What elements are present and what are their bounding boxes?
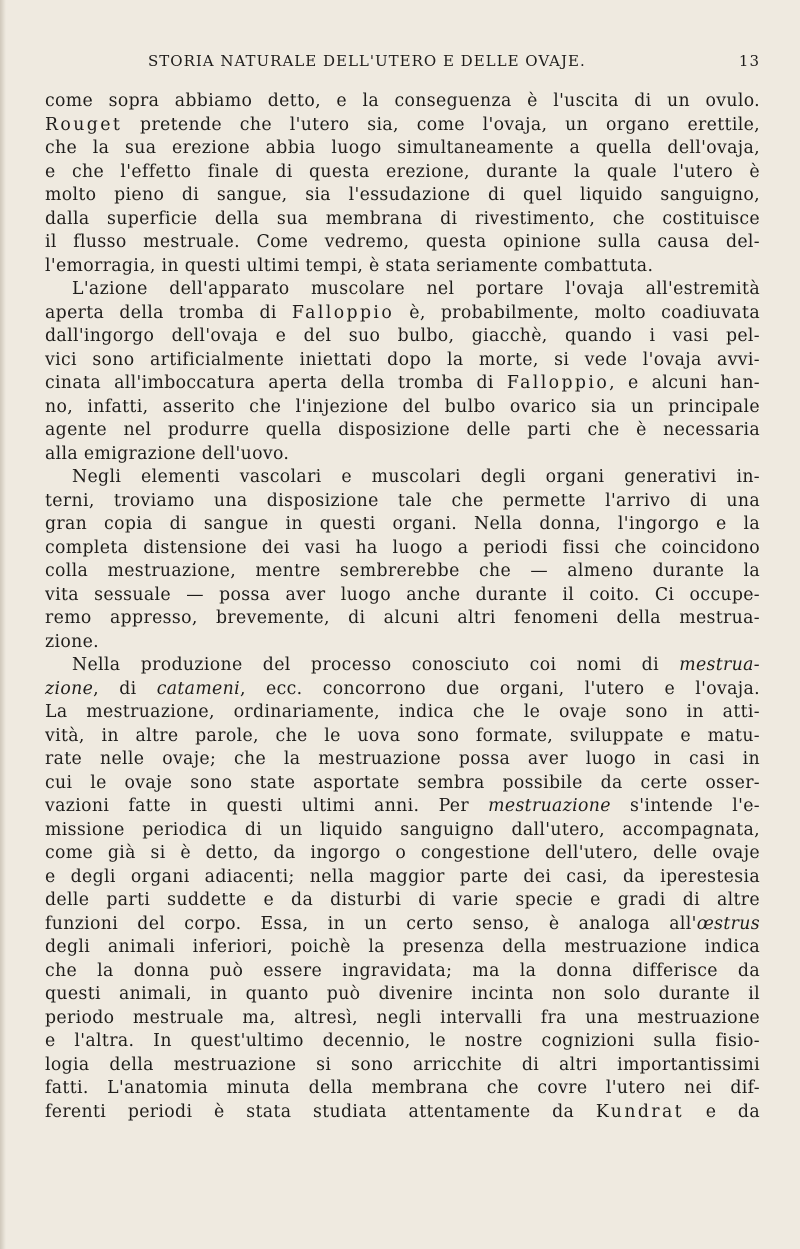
text-line: cui le ovaje sono state asportate sembra possibile da certe osser-	[45, 772, 760, 793]
text-line: cinata all'imboccatura aperta della tromba di Falloppio, e alcuni han-	[45, 373, 760, 393]
text-line: zione, di catameni, ecc. concorrono due organi, l'utero e l'ovaja.	[45, 678, 760, 699]
text-line: missione periodica di un liquido sanguigno dall'utero, accompagnata,	[45, 819, 760, 840]
text-line: funzioni del corpo. Essa, in un certo senso, è analoga all'œstrus	[45, 913, 760, 934]
text-line: delle parti suddette e da disturbi di varie specie e gradi di altre	[45, 890, 760, 910]
text-line: fatti. L'anatomia minuta della membrana che covre l'utero nei dif-	[45, 1078, 760, 1098]
text-line: Rouget pretende che l'utero sia, come l'ovaja, un organo erettile,	[45, 114, 760, 135]
text-line: che la donna può essere ingravidata; ma la donna differisce da	[45, 960, 760, 981]
text-line: e l'altra. In quest'ultimo decennio, le nostre cognizioni sulla fisio-	[45, 1031, 760, 1051]
text-line: La mestruazione, ordinariamente, indica che le ovaje sono in atti-	[45, 702, 760, 722]
page-edge	[0, 0, 6, 1249]
text-line: dalla superficie della sua membrana di rivestimento, che costituisce	[45, 208, 760, 229]
text-line: zione.	[45, 631, 99, 652]
page-number: 13	[738, 52, 760, 70]
text-line: Nella produzione del processo conosciuto coi nomi di mestrua-	[72, 655, 760, 675]
text-line: che la sua erezione abbia luogo simultaneamente a quella dell'ovaja,	[45, 138, 760, 158]
text-line: degli animali inferiori, poichè la presenza della mestruazione indica	[45, 937, 760, 957]
text-line: alla emigrazione dell'uovo.	[45, 443, 290, 464]
text-line: remo appresso, brevemente, di alcuni altri fenomeni della mestrua-	[45, 608, 760, 628]
text-line: vità, in altre parole, che le uova sono formate, sviluppate e matu-	[45, 725, 760, 746]
text-line: il flusso mestruale. Come vedremo, questa opinione sulla causa del-	[45, 232, 760, 252]
text-line: periodo mestruale ma, altresì, negli intervalli fra una mestruazione	[45, 1007, 760, 1028]
text-line: logia della mestruazione si sono arricchite di altri importantissimi	[45, 1054, 760, 1075]
text-line: L'azione dell'apparato muscolare nel portare l'ovaja all'estremità	[72, 279, 760, 299]
text-line: gran copia di sangue in questi organi. Nella donna, l'ingorgo e la	[45, 514, 760, 534]
body-text	[45, 90, 760, 1124]
text-line: no, infatti, asserito che l'injezione del bulbo ovarico sia un principale	[45, 396, 760, 417]
text-line: colla mestruazione, mentre sembrerebbe che — almeno durante la	[45, 561, 760, 581]
text-line: vita sessuale — possa aver luogo anche durante il coito. Ci occupe-	[45, 584, 760, 605]
text-line: come già si è detto, da ingorgo o congestione dell'utero, delle ovaje	[45, 843, 760, 863]
text-line: come sopra abbiamo detto, e la conseguenza è l'uscita di un ovulo.	[45, 91, 760, 111]
text-line: agente nel produrre quella disposizione delle parti che è necessaria	[45, 420, 760, 440]
text-line: questi animali, in quanto può divenire incinta non solo durante il	[45, 984, 760, 1004]
text-line: aperta della tromba di Falloppio è, probabilmente, molto coadiuvata	[45, 302, 760, 323]
text-line: e degli organi adiacenti; nella maggior parte dei casi, da iperestesia	[45, 866, 760, 887]
text-line: vazioni fatte in questi ultimi anni. Per mestruazione s'intende l'e-	[45, 796, 760, 816]
text-line: e che l'effetto finale di questa erezione, durante la quale l'utero è	[45, 161, 760, 182]
text-line: terni, troviamo una disposizione tale che permette l'arrivo di una	[45, 490, 760, 511]
text-line: l'emorragia, in questi ultimi tempi, è stata seriamente combattuta.	[45, 255, 654, 276]
running-title: STORIA NATURALE DELL'UTERO E DELLE OVAJE.	[148, 52, 586, 70]
text-line: Negli elementi vascolari e muscolari degli organi generativi in-	[72, 467, 760, 487]
text-line: dall'ingorgo dell'ovaja e del suo bulbo, giacchè, quando i vasi pel-	[45, 326, 760, 346]
text-line: rate nelle ovaje; che la mestruazione possa aver luogo in casi in	[45, 749, 760, 769]
text-line: ferenti periodi è stata studiata attentamente da Kundrat e da	[45, 1101, 760, 1122]
text-line: vici sono artificialmente iniettati dopo la morte, si vede l'ovaja avvi-	[45, 349, 760, 370]
text-line: molto pieno di sangue, sia l'essudazione di quel liquido sanguigno,	[45, 185, 760, 205]
text-line: completa distensione dei vasi ha luogo a periodi fissi che coincidono	[45, 537, 760, 558]
